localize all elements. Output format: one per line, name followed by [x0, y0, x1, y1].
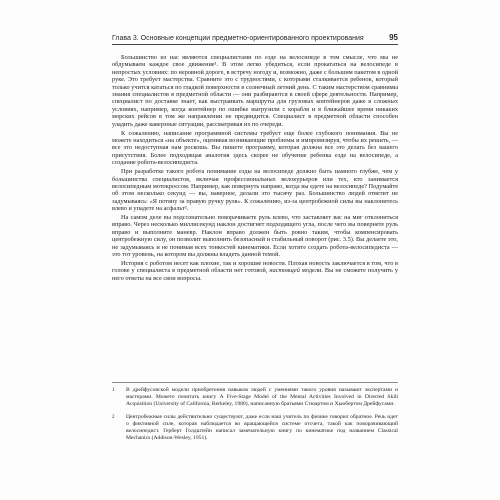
- paragraph: На самом деле вы подсознательно поворачиваете руль влево, что заставляет вас на миг отклониться вправо. Через несколько миллисекунд наклон достигнет подходящего угла, после чего вы повернете руль вправо и выполните маневр. Наклон вправо должен быть ровно таким, чтобы компенсировать центробежную силу, он позволит выполнить безопасный и стабильный поворот (рис. 3.5). Вы делаете это, не задумываясь и не понимая всех тонкостей кинематики. Если хотите создать робота-велосипедиста — это тот уровень, на котором вы должны владеть данной темой.: [112, 214, 398, 259]
- header-rule: [112, 44, 398, 45]
- paragraph: Большинство из нас являются специалистами по езде на велосипеде в том смысле, что мы не обдумываем каждое свое движение¹. В этом легко убедиться, если прокататься на велосипеде в непростых условиях: по неровной дороге, в встречу ногоду и, возможно, даже с большим пакетом в одной руке. Это требует мастерства. Сравните это с трудностями, с которыми сталкивается ребенок, который только учится кататься по гладкой поверхности в солнечный летний день. С таким мастерством сравнимы знания специалистов в предметной области — они разбираются в своей сфере деятельности. Например, специалист по доставке знает, как выстраивать маршруты для грузовых контейнеров даже в сложных условиях, например, когда контейнер по ошибке выгрузили с корабля и в ближайшее время никаких морских рейсов в том же направлении не предвидится. Специалист в предметной области способен уладить даже каверзные ситуации, рассматривая их по очереди.: [112, 54, 398, 128]
- footnote: [112, 414, 398, 443]
- footnote-text: Центробежные силы действительно существуют, даже если наш учитель по физике говорил обратное. Речь идет о фиктивной силе, которая наблюдается во вращающейся системе отсчета, такой как поворачивающий велосипедист. Герберт Голдштейн написал замечательную книгу по кинематике под названием Classical Mechanics (Addison-Wesley, 1951).: [126, 413, 398, 442]
- footnote: [112, 387, 398, 409]
- paragraph: При разработке такого робота понимание езды на велосипеде должно быть намного глубже, чем у большинства специалистов, включая профессиональных велокурьеров или тех, кто занимается велосипедным мотокроссом. Например, как повернуть направо, когда вы едете на велосипеде? Подумайте об этом несколько секунд — вы, наверное, делали это тысячу раз. Большинство людей ответит не задумываясь: «Я потяну за правую ручку руля». К сожалению, из-за центробежной силы вы наклонитесь влево и упадете на асфальт².: [112, 168, 398, 213]
- paragraph-last: История с роботом несет как плохие, так и хорошие новости. Плохая новость заключается в том, что в голове у специалиста в предметной области нет готовой, настоящей модели. Вы не сможете получить у него ответы на все свои вопросы.: [112, 259, 398, 282]
- main-text: [112, 54, 398, 284]
- footnote-rule: [112, 382, 398, 383]
- footnote-text: В дрейфусовской модели приобретения навыков людей с умениями такого уровня называют экспертами и мастерами. Можете почитать книгу A Five-Stage Model of the Mental Activities Involved in Directed Skill Acquisition (University of California, Berkeley, 1980), написанную братьями Стюартом и Хьюбертом Дрейфусами.: [126, 387, 398, 408]
- footnote-mark: 2: [112, 414, 115, 420]
- footnotes: [112, 387, 398, 447]
- running-header: [112, 33, 398, 42]
- page-number: 95: [389, 33, 398, 42]
- paragraph: К сожалению, написание программной системы требует еще более глубокого понимания. Вы не можете находиться «на объекте», оценивая возникающие проблемы и импровизируя, чтобы их решить, — все это недоступная нам роскошь. Вы пишете программу, которая должна все это делать без вашего присутствия. Более подходящая аналогия здесь скорее не обучение ребенка езде на велосипеде, а создание робота-велосипедиста.: [112, 129, 398, 167]
- chapter-title: Глава 3. Основные концепции предметно-ориентированного проектирования: [112, 35, 364, 42]
- emphasis: настоящей: [269, 267, 300, 275]
- footnote-mark: 1: [112, 388, 115, 393]
